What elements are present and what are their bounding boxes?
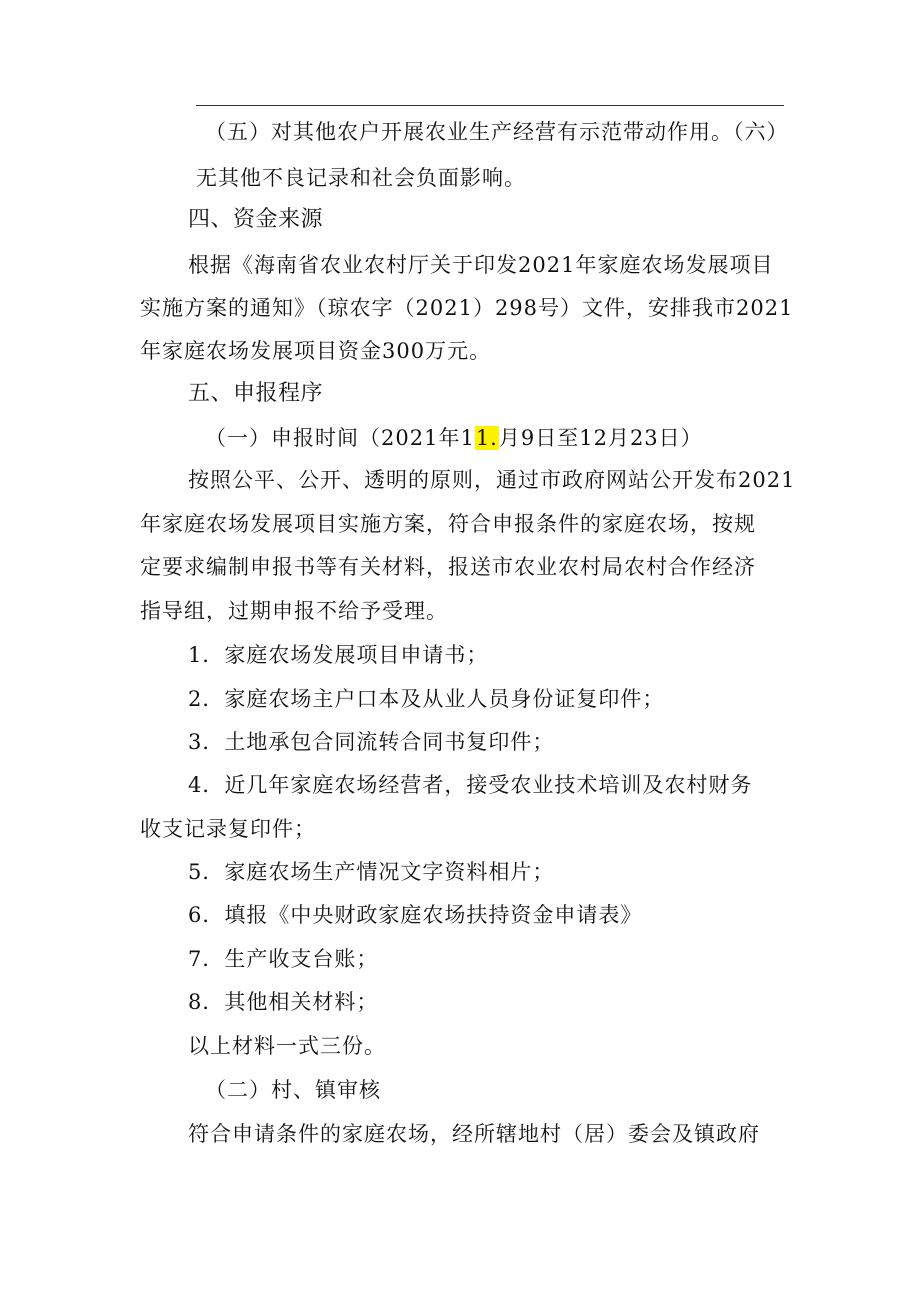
paragraph-line: 实施方案的通知》（琼农字（2021）298号）文件，安排我市2021 <box>140 296 794 320</box>
highlight-mark: 1. <box>475 426 498 450</box>
paragraph-line: 符合申请条件的家庭农场，经所辖地村（居）委会及镇政府 <box>188 1122 760 1146</box>
list-item: 4．近几年家庭农场经营者，接受农业技术培训及农村财务 <box>188 773 753 797</box>
list-item: 2．家庭农场主户口本及从业人员身份证复印件； <box>188 687 665 711</box>
paragraph-line: 定要求编制申报书等有关材料，报送市农业农村局农村合作经济 <box>140 555 756 579</box>
paragraph-line: 根据《海南省农业农村厅关于印发2021年家庭农场发展项目 <box>188 253 774 277</box>
subsection-heading: （二）村、镇审核 <box>205 1078 381 1102</box>
list-item-continuation: 收支记录复印件； <box>140 817 316 841</box>
header-rule <box>196 105 784 106</box>
list-item: 1．家庭农场发展项目申请书； <box>188 643 489 667</box>
list-item: 5．家庭农场生产情况文字资料相片； <box>188 860 555 884</box>
paragraph-line: 年家庭农场发展项目资金300万元。 <box>140 339 492 363</box>
date-text-pre: （一）申报时间（2021年1 <box>205 426 475 450</box>
date-text-post: 月9日至12月23日） <box>498 426 703 450</box>
paragraph-line: （五）对其他农户开展农业生产经营有示范带动作用。（六） <box>205 120 789 144</box>
list-item: 8．其他相关材料； <box>188 990 379 1014</box>
paragraph-line: 无其他不良记录和社会负面影响。 <box>196 166 526 190</box>
paragraph-line: 指导组，过期申报不给予受理。 <box>140 599 448 623</box>
section-heading: 四、资金来源 <box>188 207 324 232</box>
paragraph-line: 年家庭农场发展项目实施方案，符合申报条件的家庭农场，按规 <box>140 512 756 536</box>
paragraph-line: 以上材料一式三份。 <box>188 1034 386 1058</box>
subsection-heading <box>205 424 703 452</box>
section-heading: 五、申报程序 <box>188 381 324 406</box>
paragraph-line: 按照公平、公开、透明的原则，通过市政府网站公开发布2021 <box>188 468 796 492</box>
list-item: 7．生产收支台账； <box>188 947 379 971</box>
list-item: 3．土地承包合同流转合同书复印件； <box>188 730 555 754</box>
list-item: 6．填报《中央财政家庭农场扶持资金申请表》 <box>188 903 643 927</box>
